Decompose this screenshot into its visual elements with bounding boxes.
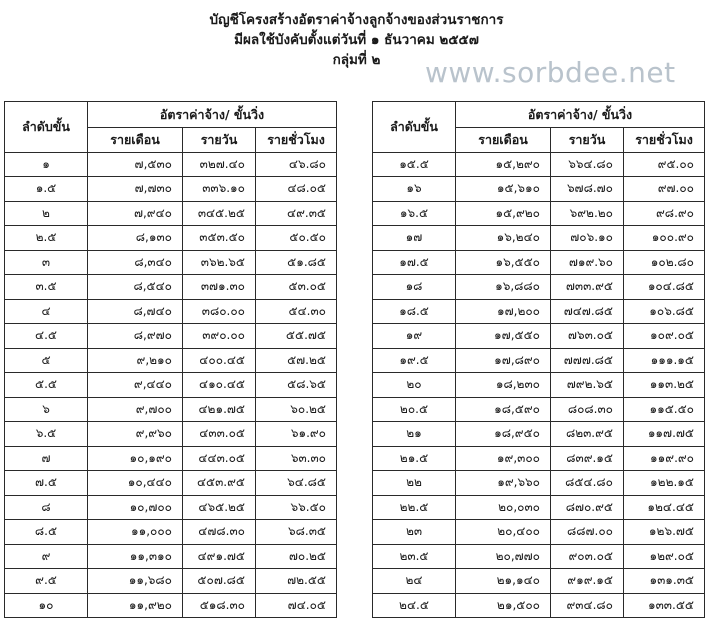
table-row <box>5 569 337 594</box>
step-cell: ๒๔.๕ <box>373 593 456 618</box>
hourly-cell: ๑๐๒.๘๐ <box>624 250 705 275</box>
step-cell: ๕.๕ <box>5 373 88 398</box>
monthly-cell: ๙,๗๐๐ <box>88 397 183 422</box>
step-cell: ๔ <box>5 299 88 324</box>
table-row <box>5 397 337 422</box>
daily-cell: ๘๐๘.๓๐ <box>551 397 624 422</box>
daily-cell: ๔๓๓.๐๕ <box>183 422 256 447</box>
monthly-cell: ๗,๗๓๐ <box>88 177 183 202</box>
monthly-cell: ๑๕,๙๒๐ <box>456 201 551 226</box>
table-row <box>373 201 705 226</box>
step-cell: ๑.๕ <box>5 177 88 202</box>
hourly-cell: ๗๐.๒๕ <box>256 544 337 569</box>
monthly-header: รายเดือน <box>456 128 551 153</box>
monthly-cell: ๑๖,๘๘๐ <box>456 275 551 300</box>
daily-cell: ๓๕๓.๕๐ <box>183 226 256 251</box>
step-cell: ๒๒.๕ <box>373 495 456 520</box>
daily-cell: ๗๐๖.๑๐ <box>551 226 624 251</box>
monthly-cell: ๙,๔๔๐ <box>88 373 183 398</box>
daily-cell: ๗๔๗.๘๕ <box>551 299 624 324</box>
table-row <box>373 397 705 422</box>
hourly-cell: ๑๐๐.๙๐ <box>624 226 705 251</box>
daily-cell: ๔๕๓.๙๕ <box>183 471 256 496</box>
daily-cell: ๓๒๗.๔๐ <box>183 152 256 177</box>
table-row <box>373 250 705 275</box>
step-cell: ๓.๕ <box>5 275 88 300</box>
step-cell: ๗ <box>5 446 88 471</box>
step-cell: ๑๖ <box>373 177 456 202</box>
table-row <box>373 348 705 373</box>
table-row <box>5 373 337 398</box>
step-cell: ๖.๕ <box>5 422 88 447</box>
step-cell: ๓ <box>5 250 88 275</box>
table-row <box>5 520 337 545</box>
monthly-cell: ๑๘,๒๓๐ <box>456 373 551 398</box>
daily-cell: ๔๗๘.๓๐ <box>183 520 256 545</box>
monthly-cell: ๒๑,๕๐๐ <box>456 593 551 618</box>
hourly-cell: ๙๗.๐๐ <box>624 177 705 202</box>
table-row <box>5 152 337 177</box>
table-row <box>5 422 337 447</box>
table-row <box>373 373 705 398</box>
monthly-cell: ๑๐,๗๐๐ <box>88 495 183 520</box>
daily-cell: ๔๐๐.๔๕ <box>183 348 256 373</box>
table-row <box>373 495 705 520</box>
step-cell: ๒๑.๕ <box>373 446 456 471</box>
monthly-cell: ๑๗,๒๐๐ <box>456 299 551 324</box>
daily-cell: ๗๑๙.๖๐ <box>551 250 624 275</box>
monthly-cell: ๑๐,๔๔๐ <box>88 471 183 496</box>
hourly-cell: ๖๐.๒๕ <box>256 397 337 422</box>
step-cell: ๑๙ <box>373 324 456 349</box>
table-row <box>373 177 705 202</box>
document-title: บัญชีโครงสร้างอัตราค่าจ้างลูกจ้างของส่วนราชการ <box>209 12 504 28</box>
table-row <box>373 544 705 569</box>
table-row <box>373 593 705 618</box>
step-cell: ๑๘.๕ <box>373 299 456 324</box>
hourly-cell: ๑๑๗.๗๕ <box>624 422 705 447</box>
hourly-cell: ๑๒๖.๗๕ <box>624 520 705 545</box>
group-label: กลุ่มที่ ๒ <box>332 52 381 68</box>
watermark-text: www.sorbdee.net <box>425 56 676 89</box>
monthly-cell: ๘,๓๔๐ <box>88 250 183 275</box>
monthly-cell: ๑๕,๖๑๐ <box>456 177 551 202</box>
hourly-cell: ๖๔.๘๕ <box>256 471 337 496</box>
hourly-cell: ๕๔.๓๐ <box>256 299 337 324</box>
daily-cell: ๘๘๗.๐๐ <box>551 520 624 545</box>
monthly-cell: ๑๐,๑๙๐ <box>88 446 183 471</box>
step-cell: ๑๐ <box>5 593 88 618</box>
step-cell: ๒๐.๕ <box>373 397 456 422</box>
daily-cell: ๗๙๒.๖๕ <box>551 373 624 398</box>
table-row <box>5 250 337 275</box>
daily-cell: ๘๒๓.๙๕ <box>551 422 624 447</box>
wage-table-left <box>4 101 337 618</box>
step-cell: ๑๖.๕ <box>373 201 456 226</box>
table-row <box>5 226 337 251</box>
daily-cell: ๕๐๗.๘๕ <box>183 569 256 594</box>
step-cell: ๒.๕ <box>5 226 88 251</box>
monthly-cell: ๗,๙๔๐ <box>88 201 183 226</box>
rate-header: อัตราค่าจ้าง/ ขั้นวิ่ง <box>88 102 337 128</box>
hourly-cell: ๖๓.๓๐ <box>256 446 337 471</box>
daily-cell: ๓๗๑.๓๐ <box>183 275 256 300</box>
effective-date: มีผลใช้บังคับตั้งแต่วันที่ ๑ ธันวาคม ๒๕๕๗ <box>234 32 479 48</box>
hourly-cell: ๙๘.๙๐ <box>624 201 705 226</box>
step-cell: ๘.๕ <box>5 520 88 545</box>
table-row <box>373 226 705 251</box>
monthly-cell: ๑๕,๒๙๐ <box>456 152 551 177</box>
daily-cell: ๓๖๒.๖๕ <box>183 250 256 275</box>
daily-header: รายวัน <box>551 128 624 153</box>
table-row <box>373 422 705 447</box>
table-row <box>373 446 705 471</box>
monthly-cell: ๒๐,๐๓๐ <box>456 495 551 520</box>
monthly-cell: ๑๘,๕๙๐ <box>456 397 551 422</box>
hourly-cell: ๔๖.๘๐ <box>256 152 337 177</box>
hourly-cell: ๑๓๑.๓๕ <box>624 569 705 594</box>
table-row <box>373 324 705 349</box>
step-cell: ๒๒ <box>373 471 456 496</box>
hourly-cell: ๑๑๑.๑๕ <box>624 348 705 373</box>
hourly-cell: ๖๘.๓๕ <box>256 520 337 545</box>
monthly-cell: ๘,๕๔๐ <box>88 275 183 300</box>
hourly-cell: ๔๙.๓๕ <box>256 201 337 226</box>
step-cell: ๑๕.๕ <box>373 152 456 177</box>
daily-cell: ๓๓๖.๑๐ <box>183 177 256 202</box>
hourly-cell: ๑๒๙.๐๕ <box>624 544 705 569</box>
hourly-cell: ๕๕.๗๕ <box>256 324 337 349</box>
monthly-cell: ๙,๙๖๐ <box>88 422 183 447</box>
step-cell: ๙ <box>5 544 88 569</box>
hourly-cell: ๕๐.๕๐ <box>256 226 337 251</box>
table-row <box>5 177 337 202</box>
step-cell: ๑ <box>5 152 88 177</box>
hourly-cell: ๑๓๓.๕๕ <box>624 593 705 618</box>
table-row <box>5 544 337 569</box>
daily-cell: ๓๘๐.๐๐ <box>183 299 256 324</box>
hourly-cell: ๖๑.๙๐ <box>256 422 337 447</box>
monthly-cell: ๑๙,๖๖๐ <box>456 471 551 496</box>
step-cell: ๒๓.๕ <box>373 544 456 569</box>
hourly-cell: ๕๘.๖๕ <box>256 373 337 398</box>
monthly-cell: ๑๖,๕๕๐ <box>456 250 551 275</box>
daily-cell: ๔๒๑.๗๕ <box>183 397 256 422</box>
daily-cell: ๔๔๓.๐๕ <box>183 446 256 471</box>
table-row <box>373 471 705 496</box>
step-cell: ๑๘ <box>373 275 456 300</box>
step-cell: ๕ <box>5 348 88 373</box>
step-cell: ๖ <box>5 397 88 422</box>
monthly-cell: ๑๗,๕๕๐ <box>456 324 551 349</box>
monthly-cell: ๒๐,๗๗๐ <box>456 544 551 569</box>
table-row <box>5 471 337 496</box>
daily-cell: ๗๗๗.๘๕ <box>551 348 624 373</box>
monthly-cell: ๑๙,๓๐๐ <box>456 446 551 471</box>
monthly-cell: ๒๑,๑๔๐ <box>456 569 551 594</box>
step-cell: ๘ <box>5 495 88 520</box>
hourly-cell: ๑๑๕.๕๐ <box>624 397 705 422</box>
step-cell: ๑๙.๕ <box>373 348 456 373</box>
monthly-cell: ๑๖,๒๔๐ <box>456 226 551 251</box>
monthly-header: รายเดือน <box>88 128 183 153</box>
hourly-cell: ๗๔.๐๕ <box>256 593 337 618</box>
wage-table-right <box>372 101 705 618</box>
monthly-cell: ๗,๕๓๐ <box>88 152 183 177</box>
monthly-cell: ๘,๗๔๐ <box>88 299 183 324</box>
table-row <box>5 275 337 300</box>
table-row <box>5 446 337 471</box>
hourly-cell: ๕๗.๒๕ <box>256 348 337 373</box>
daily-cell: ๔๑๐.๔๕ <box>183 373 256 398</box>
monthly-cell: ๑๑,๙๒๐ <box>88 593 183 618</box>
rate-header: อัตราค่าจ้าง/ ขั้นวิ่ง <box>456 102 705 128</box>
daily-cell: ๓๔๕.๒๕ <box>183 201 256 226</box>
daily-cell: ๘๕๔.๘๐ <box>551 471 624 496</box>
daily-cell: ๓๙๐.๐๐ <box>183 324 256 349</box>
table-row <box>5 299 337 324</box>
table-row <box>373 299 705 324</box>
table-row <box>5 324 337 349</box>
daily-cell: ๙๑๙.๑๕ <box>551 569 624 594</box>
monthly-cell: ๑๑,๖๘๐ <box>88 569 183 594</box>
table-row <box>5 495 337 520</box>
monthly-cell: ๒๐,๔๐๐ <box>456 520 551 545</box>
daily-header: รายวัน <box>183 128 256 153</box>
hourly-cell: ๑๑๓.๒๕ <box>624 373 705 398</box>
table-row <box>373 520 705 545</box>
step-cell: ๒๓ <box>373 520 456 545</box>
monthly-cell: ๙,๒๑๐ <box>88 348 183 373</box>
daily-cell: ๗๖๓.๐๕ <box>551 324 624 349</box>
daily-cell: ๖๗๘.๗๐ <box>551 177 624 202</box>
step-cell: ๒๐ <box>373 373 456 398</box>
hourly-cell: ๑๑๙.๙๐ <box>624 446 705 471</box>
daily-cell: ๘๓๙.๑๕ <box>551 446 624 471</box>
monthly-cell: ๑๗,๘๙๐ <box>456 348 551 373</box>
step-header: ลำดับขั้น <box>373 102 456 153</box>
hourly-header: รายชั่วโมง <box>624 128 705 153</box>
step-cell: ๑๗ <box>373 226 456 251</box>
step-cell: ๙.๕ <box>5 569 88 594</box>
daily-cell: ๕๑๘.๓๐ <box>183 593 256 618</box>
hourly-cell: ๕๓.๐๕ <box>256 275 337 300</box>
hourly-cell: ๑๐๖.๘๕ <box>624 299 705 324</box>
table-row <box>5 348 337 373</box>
hourly-cell: ๔๘.๐๕ <box>256 177 337 202</box>
monthly-cell: ๑๘,๙๕๐ <box>456 422 551 447</box>
step-header: ลำดับขั้น <box>5 102 88 153</box>
monthly-cell: ๑๑,๐๐๐ <box>88 520 183 545</box>
daily-cell: ๙๓๔.๘๐ <box>551 593 624 618</box>
daily-cell: ๙๐๓.๐๕ <box>551 544 624 569</box>
daily-cell: ๖๙๒.๒๐ <box>551 201 624 226</box>
step-cell: ๒๑ <box>373 422 456 447</box>
table-row <box>5 593 337 618</box>
hourly-cell: ๑๐๔.๘๕ <box>624 275 705 300</box>
table-row <box>5 201 337 226</box>
hourly-cell: ๑๒๒.๑๕ <box>624 471 705 496</box>
daily-cell: ๗๓๓.๙๕ <box>551 275 624 300</box>
step-cell: ๒ <box>5 201 88 226</box>
step-cell: ๗.๕ <box>5 471 88 496</box>
step-cell: ๔.๕ <box>5 324 88 349</box>
daily-cell: ๖๖๔.๘๐ <box>551 152 624 177</box>
step-cell: ๒๔ <box>373 569 456 594</box>
monthly-cell: ๑๑,๓๑๐ <box>88 544 183 569</box>
hourly-cell: ๙๕.๐๐ <box>624 152 705 177</box>
table-row <box>373 152 705 177</box>
hourly-cell: ๑๒๔.๔๕ <box>624 495 705 520</box>
table-row <box>373 569 705 594</box>
step-cell: ๑๗.๕ <box>373 250 456 275</box>
daily-cell: ๔๖๕.๒๕ <box>183 495 256 520</box>
hourly-cell: ๕๑.๘๕ <box>256 250 337 275</box>
hourly-header: รายชั่วโมง <box>256 128 337 153</box>
table-row <box>373 275 705 300</box>
hourly-cell: ๗๒.๕๕ <box>256 569 337 594</box>
hourly-cell: ๖๖.๕๐ <box>256 495 337 520</box>
daily-cell: ๘๗๐.๙๕ <box>551 495 624 520</box>
hourly-cell: ๑๐๙.๐๕ <box>624 324 705 349</box>
monthly-cell: ๘,๑๓๐ <box>88 226 183 251</box>
monthly-cell: ๘,๙๗๐ <box>88 324 183 349</box>
daily-cell: ๔๙๑.๗๕ <box>183 544 256 569</box>
